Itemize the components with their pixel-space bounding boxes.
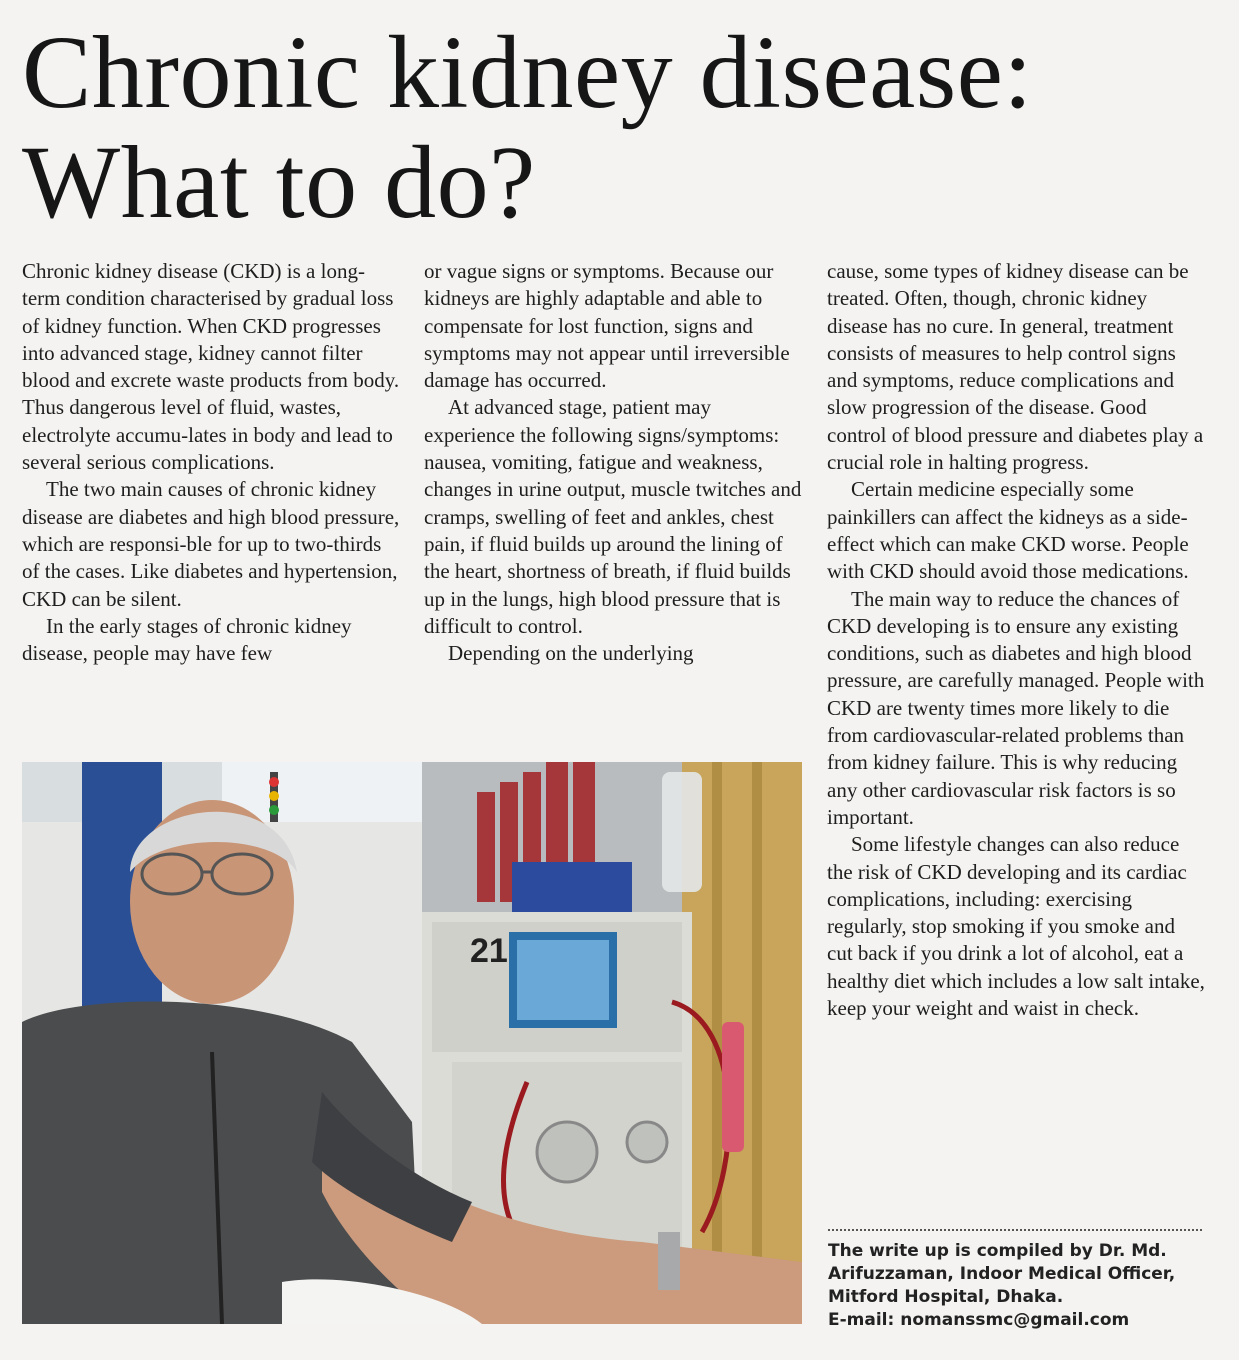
article-column-1 [22,258,400,667]
paragraph: At advanced stage, patient may experience the following signs/symptoms: nausea, vomiting, fatigue and weakness, changes in urine output, muscle twitches and cramps, swelling of feet and ankles, chest pain, if fluid builds up around the lining of the heart, shortness of breath, if fluid builds up in the lungs, high blood pressure that is difficult to control. [424,395,802,638]
author-credit [828,1240,1220,1332]
paragraph: or vague signs or symptoms. Because our kidneys are highly adaptable and able to compensate for lost function, signs and symptoms may not appear until irreversible damage has occurred. [424,259,790,393]
article-column-2 [424,258,802,667]
headline [22,15,1222,240]
article-column-3 [827,258,1205,1022]
paragraph: Chronic kidney disease (CKD) is a long-term condition characterised by gradual loss of kidney function. When CKD progresses into advanced stage, kidney cannot filter blood and excrete waste products from body. Thus dangerous level of fluid, wastes, electrolyte accumu-lates in body and lead to several serious complications. [22,259,400,475]
paragraph: The main way to reduce the chances of CKD developing is to ensure any existing conditions, such as diabetes and high blood pressure, are carefully managed. People with CKD are twenty times more likely to die from cardiovascular-related problems than from kidney failure. This is why reducing any other cardiovascular risk factors is so important. [827,586,1205,829]
credit-line: Mitford Hospital, Dhaka. [828,1287,1064,1307]
paragraph: Some lifestyle changes can also reduce the risk of CKD developing and its cardiac complications, including: exercising regularly, stop smoking if you smoke and cut back if you drink a lot of alcohol, eat a healthy diet which includes a low salt intake, keep your weight and waist in check. [827,832,1205,1021]
headline-line-2: What to do? [22,125,536,240]
paragraph: cause, some types of kidney disease can be treated. Often, though, chronic kidney disease has no cure. In general, treatment consists of measures to help control signs and symptoms, reduce complications and slow progression of the disease. Good control of blood pressure and diabetes play a crucial role in halting progress. [827,259,1204,475]
machine-number: 21 [470,932,508,970]
credit-line: The write up is compiled by Dr. Md. [828,1241,1167,1261]
paragraph: Certain medicine especially some painkillers can affect the kidneys as a side-effect which can make CKD worse. People with CKD should avoid those medications. [827,477,1189,584]
paragraph: The two main causes of chronic kidney disease are diabetes and high blood pressure, which are responsi-ble for up to two-thirds of the cases. Like diabetes and hypertension, CKD can be silent. [22,477,400,611]
credit-divider [828,1229,1202,1231]
credit-email: E-mail: nomanssmc@gmail.com [828,1310,1130,1330]
paragraph: In the early stages of chronic kidney disease, people may have few [22,613,352,666]
dialysis-patient-photo [22,762,802,1324]
headline-line-1: Chronic kidney disease: [22,15,1033,130]
credit-line: Arifuzzaman, Indoor Medical Officer, [828,1264,1176,1284]
paragraph: Depending on the underlying [448,641,694,666]
